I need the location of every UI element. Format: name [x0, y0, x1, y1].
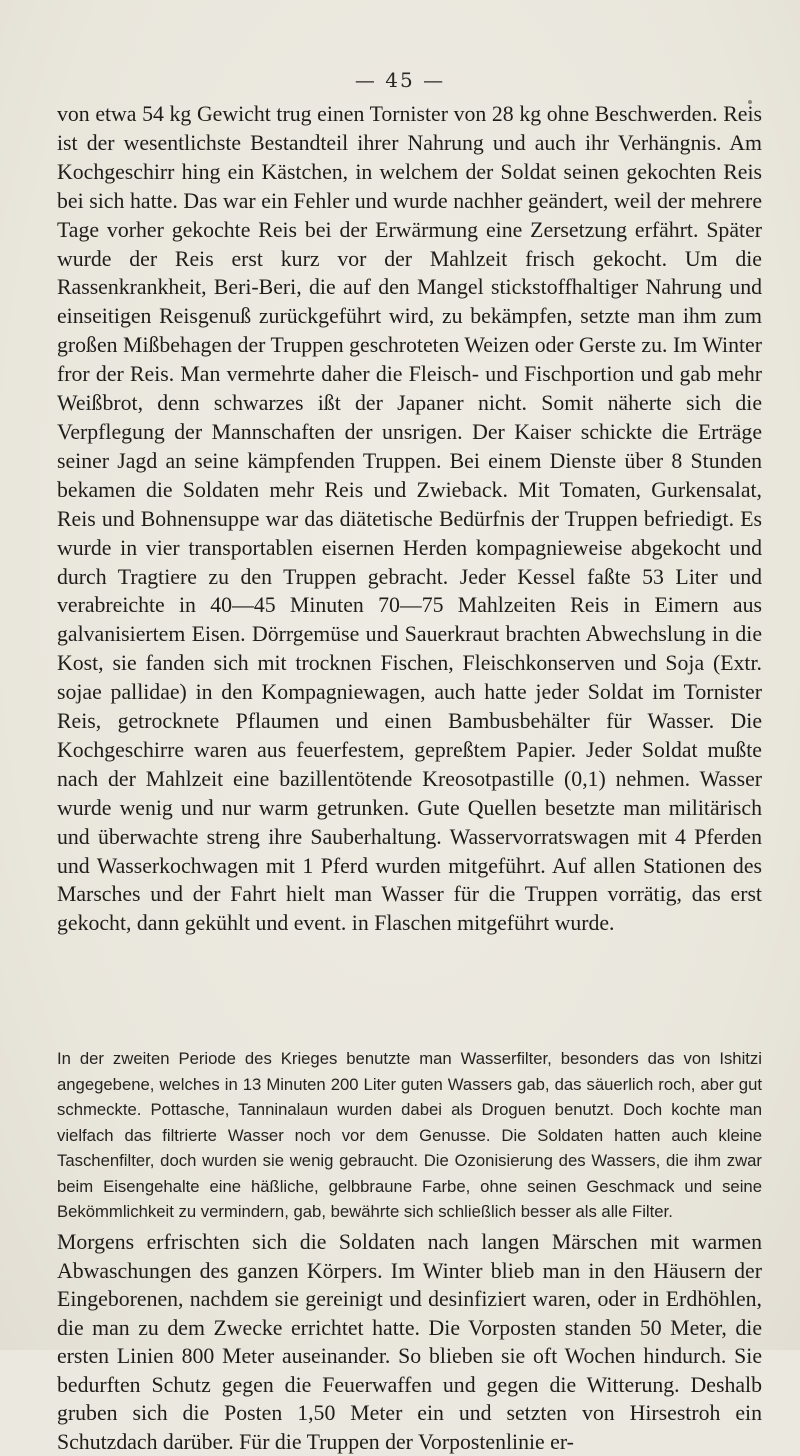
page-number: — 45 —: [354, 68, 446, 92]
main-paragraph: von etwa 54 kg Gewicht trug einen Tornister von 28 kg ohne Beschwerden. Reis ist der wesentlichste Bestandteil ihrer Nahrung und auch ihr Verhängnis. Am Kochgeschirr hing ein Kästchen, in welchem der Soldat seinen gekochten Reis bei sich hatte. Das war ein Fehler und wurde nachher geändert, weil der mehrere Tage vorher gekochte Reis bei der Erwärmung eine Zersetzung erfährt. Später wurde der Reis erst kurz vor der Mahlzeit frisch gekocht. Um die Rassenkrankheit, Beri-Beri, die auf den Mangel stickstoffhaltiger Nahrung und einseitigen Reisgenuß zurückgeführt wird, zu bekämpfen, setzte man ihm zum großen Mißbehagen der Truppen geschroteten Weizen oder Gerste zu. Im Winter fror der Reis. Man vermehrte daher die Fleisch- und Fischportion und gab mehr Weißbrot, denn schwarzes ißt der Japaner nicht. Somit näherte sich die Verpflegung der Mannschaften der unsrigen. Der Kaiser schickte die Erträge seiner Jagd an seine kämpfenden Truppen. Bei einem Dienste über 8 Stunden bekamen die Soldaten mehr Reis und Zwieback. Mit Tomaten, Gurkensalat, Reis und Bohnensuppe war das diätetische Bedürfnis der Truppen befriedigt. Es wurde in vier transportablen eisernen Herden kompagnieweise abgekocht und durch Tragtiere zu den Truppen gebracht. Jeder Kessel faßte 53 Liter und verabreichte in 40—45 Minuten 70—75 Mahlzeiten Reis in Eimern aus galvanisiertem Eisen. Dörrgemüse und Sauerkraut brachten Abwechslung in die Kost, sie fanden sich mit trocknen Fischen, Fleischkonserven und Soja (Extr. sojae pallidae) in den Kompagniewagen, auch hatte jeder Soldat im Tornister Reis, getrocknete Pflaumen und einen Bambusbehälter für Wasser. Die Kochgeschirre waren aus feuerfestem, gepreßtem Papier. Jeder Soldat mußte nach der Mahlzeit eine bazillentötende Kreosotpastille (0,1) nehmen. Wasser wurde wenig und nur warm getrunken. Gute Quellen besetzte man militärisch und überwachte streng ihre Sauberhaltung. Wasservorratswagen mit 4 Pferden und Wasserkochwagen mit 1 Pferd wurden mitgeführt. Auf allen Stationen des Marsches und der Fahrt hielt man Wasser für die Truppen vorrätig, das erst gekocht, dann gekühlt und event. in Flaschen mitgeführt wurde.: [57, 102, 762, 936]
small-print-paragraph: In der zweiten Periode des Krieges benutzte man Wasserfilter, besonders das von Ishitzi angegebene, welches in 13 Minuten 200 Liter guten Wassers gab, das säuerlich roch, aber gut schmeckte. Pottasche, Tanninalaun wurden dabei als Droguen benutzt. Doch kochte man vielfach das filtrierte Wasser noch vor dem Genusse. Die Soldaten hatten auch kleine Taschenfilter, doch wurden sie wenig gebraucht. Die Ozonisierung des Wassers, die ihm zwar beim Eisengehalte eine häßliche, gelbbraune Farbe, ohne seinen Geschmack und seine Bekömmlichkeit zu vermindern, gab, bewährte sich schließlich besser als alle Filter.: [57, 1049, 762, 1221]
closing-paragraph: Morgens erfrischten sich die Soldaten nach langen Märschen mit warmen Abwaschungen des ganzen Körpers. Im Winter blieb man in den Häusern der Eingeborenen, nachdem sie gereinigt und desinfiziert waren, oder in Erdhöhlen, die man zu dem Zwecke errichtet hatte. Die Vorposten standen 50 Meter, die ersten Linien 800 Meter auseinander. So blieben sie oft Wochen hindurch. Sie bedurften Schutz gegen die Feuerwaffen und gegen die Witterung. Deshalb gruben sich die Posten 1,50 Meter ein und setzten von Hirsestroh ein Schutzdach darüber. Für die Truppen der Vorpostenlinie er-: [57, 1230, 762, 1454]
